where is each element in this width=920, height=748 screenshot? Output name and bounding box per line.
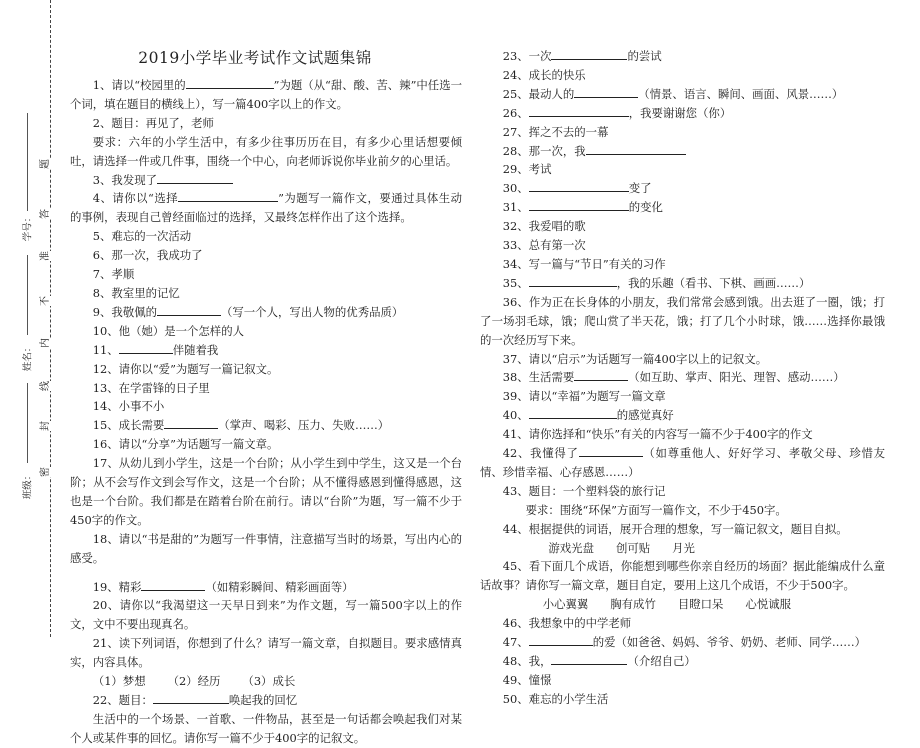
topic-45-idioms: 小心翼翼 胸有成竹 目瞪口呆 心悦诚服	[542, 597, 791, 612]
topic-38: 38、生活需要 （如互助、掌声、阳光、理智、感动……）	[502, 370, 845, 385]
topic-2-requirement: 要求：六年的小学生活中，有多少往事历历在目，有多少心里话想要倾吐，请选择一件或几件事，围绕一个中心，向老师诉说你毕业前夕的心里话。	[70, 134, 462, 168]
name-label: 姓名：	[22, 342, 34, 372]
topic-32: 32、我爱唱的歌	[502, 219, 586, 234]
topic-29: 29、考试	[502, 162, 552, 177]
topic-4: 4、请你以“选择 ”为题写一篇作文，要通过具体生动的事例，表现自己曾经面临过的选择，又最终怎样作出了这个选择。	[70, 191, 462, 225]
topic-40: 40、 的感觉真好	[502, 408, 674, 423]
topic-24: 24、成长的快乐	[502, 67, 586, 82]
topic-30: 30、 变了	[502, 181, 652, 196]
fill-blank	[164, 417, 218, 429]
class-label: 班级：	[22, 470, 34, 500]
fill-blank	[529, 634, 593, 646]
binding-char: 密	[40, 467, 51, 477]
topic-43-requirement: 要求：围绕“环保”方面写一篇作文，不少于450字。	[525, 502, 787, 517]
fill-blank	[119, 342, 173, 354]
topic-12: 12、请你以“爱”为题写一篇记叙文。	[92, 361, 279, 376]
topic-48: 48、我， （介绍自己）	[502, 654, 696, 668]
fill-blank	[529, 407, 617, 419]
topic-22-requirement: 生活中的一个场景、一首歌、一件物品，甚至是一句话都会唤起我们对某个人或某件事的回忆。请你写一篇不少于400字的记叙文。	[70, 711, 462, 745]
topic-22: 22、题目： 唤起我的回忆	[92, 693, 298, 707]
topic-11: 11、 伴随着我	[92, 342, 219, 357]
topic-37: 37、请以“启示”为话题写一篇400字以上的记叙文。	[502, 351, 768, 366]
topic-16: 16、请以“分享”为话题写一篇文章。	[92, 437, 279, 452]
name-line	[27, 255, 28, 335]
binding-char: 答	[40, 209, 51, 219]
binding-dashed-line	[50, 0, 51, 637]
class-line	[27, 383, 28, 463]
topic-26: 26、 ，我要谢谢您（你）	[502, 105, 732, 120]
topic-19: 19、精彩 （如精彩瞬间、精彩画面等）	[92, 579, 354, 594]
topic-3: 3、我发现了	[70, 171, 462, 190]
topic-8: 8、教室里的记忆	[92, 285, 180, 300]
binding-char: 内	[40, 338, 51, 348]
topic-49: 49、憧憬	[502, 672, 552, 687]
topic-28: 28、那一次，我	[480, 142, 885, 161]
fill-blank	[579, 445, 643, 457]
topic-33: 33、总有第一次	[502, 238, 586, 253]
fill-blank	[529, 105, 629, 117]
fill-blank	[551, 653, 627, 665]
topic-36: 36、作为正在长身体的小朋友，我们常常会感到饿。出去逛了一圈，饿；打了一场羽毛球，饿；爬山赏了半天花，饿；打了几个小时球，饿……选择你最饿的一次经历写下来。	[480, 294, 885, 347]
topic-45: 45、看下面几个成语，你能想到哪些你亲自经历的场面？据此能编成什么童话故事？请你写一篇文章，题目自定，要用上这几个成语，不少于500字。	[480, 559, 885, 593]
topic-21: 21、读下列词语，你想到了什么？请写一篇文章，自拟题目。要求感情真实，内容具体。	[70, 636, 462, 670]
fill-blank	[529, 180, 629, 192]
topic-18: 18、请以“书是甜的”为题写一件事情，注意描写当时的场景，写出内心的感受。	[70, 531, 462, 565]
fill-blank	[157, 304, 221, 316]
topic-6: 6、那一次，我成功了	[92, 248, 203, 263]
topic-14: 14、小事不小	[92, 399, 165, 414]
topic-1: 1、请以“校园里的 ”为题（从“甜、酸、苦、辣”中任选一个词，填在题目的横线上），写一篇400字以上的作文。	[70, 78, 462, 111]
fill-blank	[186, 77, 274, 89]
topic-2: 2、题目：再见了，老师	[92, 115, 214, 130]
fill-blank	[574, 86, 638, 98]
student-no-line	[27, 113, 28, 211]
right-column	[480, 47, 885, 709]
fill-blank	[529, 199, 629, 211]
page-title: 2019小学毕业考试作文试题集锦	[138, 49, 372, 67]
topic-31: 31、 的变化	[502, 200, 663, 215]
topic-5: 5、难忘的一次活动	[92, 229, 192, 244]
fill-blank	[153, 692, 229, 704]
topic-39: 39、请以“幸福”为题写一篇文章	[502, 389, 666, 404]
topic-17: 17、从幼儿到小学生，这是一个台阶；从小学生到中学生，这又是一个台阶；从不会写作文到会写作文，这是一个台阶；从不懂得感恩到懂得感恩，这也是一个台阶。我们都是在踏着台阶在前行。请以“台阶”为题，写一篇不少于450字的作文。	[70, 456, 462, 527]
topic-46: 46、我想象中的中学老师	[502, 616, 632, 631]
binding-char: 封	[40, 421, 51, 431]
topic-35: 35、 ，我的乐趣（看书、下棋、画画……）	[502, 275, 811, 290]
topic-23: 23、一次 的尝试	[502, 49, 662, 63]
fill-blank	[529, 275, 617, 287]
binding-char: 不	[40, 296, 51, 306]
fill-blank	[551, 48, 627, 60]
topic-50: 50、难忘的小学生活	[502, 691, 609, 706]
topic-7: 7、孝顺	[92, 267, 135, 282]
topic-25: 25、最动人的 （情景、语言、瞬间、画面、风景……）	[502, 86, 844, 101]
topic-47: 47、 的爱（如爸爸、妈妈、爷爷、奶奶、老师、同学……）	[502, 635, 867, 650]
topic-13: 13、在学雷锋的日子里	[92, 380, 210, 395]
topic-44-words: 游戏光盘 创可贴 月光	[548, 540, 695, 555]
binding-char: 线	[40, 381, 51, 391]
topic-10: 10、他（她）是一个怎样的人	[92, 323, 244, 338]
topic-15: 15、成长需要 （掌声、喝彩、压力、失败……）	[92, 418, 390, 433]
binding-char: 准	[40, 251, 51, 261]
topic-43: 43、题目：一个塑料袋的旅行记	[502, 483, 666, 498]
topic-42: 42、我懂得了 （如尊重他人、好好学习、孝敬父母、珍惜友情、珍惜幸福、心存感恩……）	[480, 446, 885, 479]
topic-34: 34、写一篇与“节日”有关的习作	[502, 256, 666, 271]
fill-blank	[157, 172, 233, 184]
topic-44: 44、根据提供的词语，展开合理的想象，写一篇记叙文，题目自拟。	[502, 521, 848, 536]
fill-blank	[178, 190, 278, 202]
student-no-label: 学号：	[22, 212, 34, 242]
left-column	[70, 76, 462, 748]
topic-27: 27、挥之不去的一幕	[502, 124, 609, 139]
topic-21-options: （1）梦想 （2）经历 （3）成长	[92, 674, 296, 689]
fill-blank	[586, 143, 686, 155]
fill-blank	[141, 579, 205, 591]
fill-blank	[574, 369, 628, 381]
topic-9: 9、我敬佩的 （写一个人，写出人物的优秀品质）	[92, 304, 404, 319]
binding-char: 题	[40, 159, 51, 169]
topic-41: 41、请你选择和“快乐”有关的内容写一篇不少于400字的作文	[502, 427, 813, 442]
topic-20: 20、请你以“我渴望这一天早日到来”为作文题，写一篇500字以上的作文，文中不要出现真名。	[70, 598, 462, 632]
